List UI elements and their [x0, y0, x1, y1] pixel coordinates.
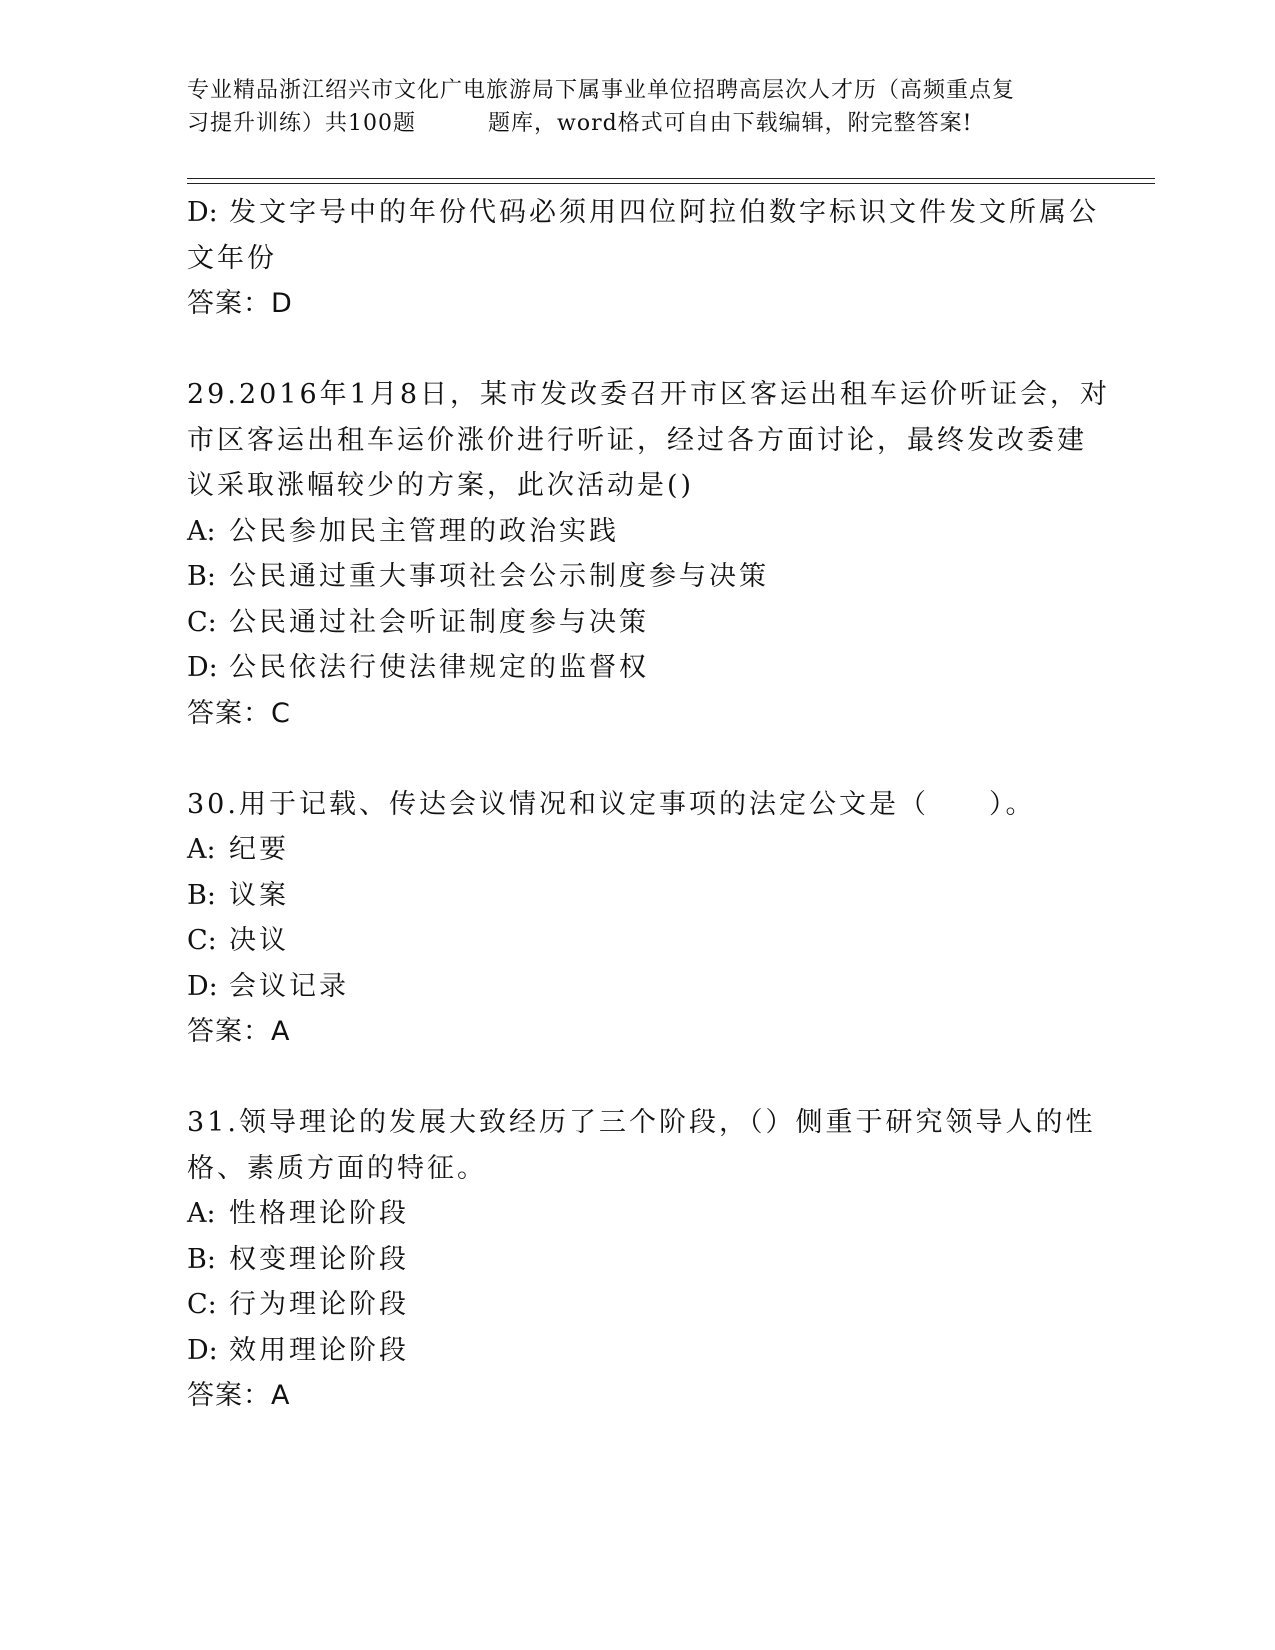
option-d-continued: 文年份 [187, 242, 277, 274]
option-a: A: 公民参加民主管理的政治实践 [187, 515, 619, 547]
question-stem: 市区客运出租车运价涨价进行听证，经过各方面讨论，最终发改委建 [187, 424, 1087, 456]
answer-value: A [271, 1016, 291, 1047]
option-d: D: 会议记录 [187, 970, 349, 1002]
option-b: B: 议案 [187, 879, 289, 911]
header-line-2 [187, 107, 1087, 140]
answer-line: 答案：A [187, 1380, 291, 1411]
answer-line: 答案：A [187, 1016, 291, 1047]
option-d: D: 发文字号中的年份代码必须用四位阿拉伯数字标识文件发文所属公 [187, 197, 1099, 228]
question-30 [187, 782, 1087, 1055]
prev-question [187, 190, 1099, 327]
header-line-2a: 习提升训练）共100题 [187, 111, 416, 136]
option-d: D: 公民依法行使法律规定的监督权 [187, 652, 649, 683]
option-d: D: 效用理论阶段 [187, 1334, 409, 1366]
question-stem: 议采取涨幅较少的方案，此次活动是() [187, 470, 695, 501]
option-a: A: 纪要 [187, 834, 289, 865]
question-stem: 30.用于记载、传达会议情况和议定事项的法定公文是（ ）。 [187, 788, 1036, 820]
question-31 [187, 1100, 1096, 1419]
question-stem: 格、素质方面的特征。 [187, 1152, 487, 1184]
option-c: C: 行为理论阶段 [187, 1289, 409, 1320]
header-divider-top [187, 178, 1155, 179]
header-divider-bottom [187, 183, 1155, 184]
question-29 [187, 372, 1111, 736]
header-line-1: 专业精品浙江绍兴市文化广电旅游局下属事业单位招聘高层次人才历（高频重点复 [187, 78, 1016, 103]
option-b: B: 权变理论阶段 [187, 1243, 409, 1275]
question-stem: 29.2016年1月8日，某市发改委召开市区客运出租车运价听证会，对 [187, 379, 1111, 410]
answer-line: 答案：D [187, 288, 293, 319]
option-b: B: 公民通过重大事项社会公示制度参与决策 [187, 561, 769, 592]
option-c: C: 决议 [187, 925, 289, 956]
document-body [187, 190, 1111, 1419]
question-stem: 31.领导理论的发展大致经历了三个阶段，（）侧重于研究领导人的性 [187, 1107, 1096, 1138]
option-c: C: 公民通过社会听证制度参与决策 [187, 606, 649, 638]
option-a: A: 性格理论阶段 [187, 1198, 409, 1229]
answer-line: 答案：C [187, 697, 291, 729]
answer-value: A [271, 1380, 291, 1411]
answer-value: D [271, 288, 293, 319]
answer-value: C [271, 697, 291, 729]
page-header [187, 74, 1087, 140]
header-line-2b: 题库，word格式可自由下载编辑，附完整答案! [488, 111, 973, 136]
